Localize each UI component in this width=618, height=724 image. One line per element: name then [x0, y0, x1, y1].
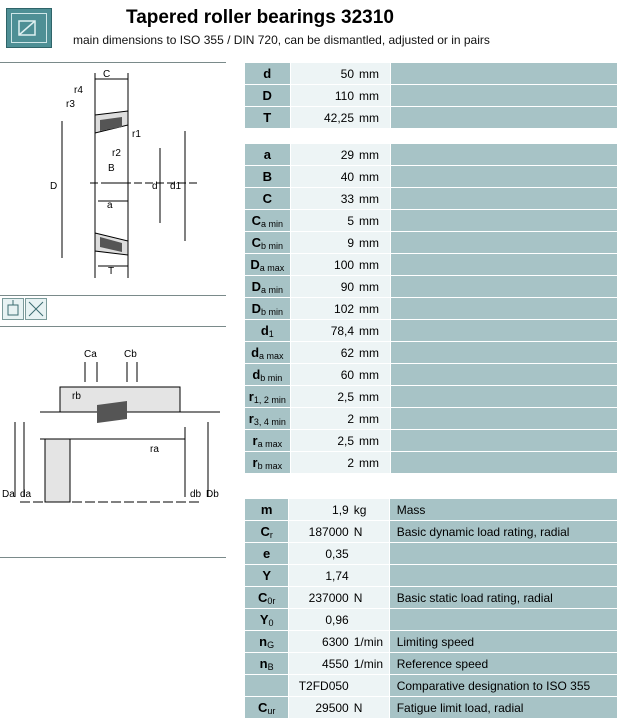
- table-row: [245, 254, 618, 276]
- description-cell: [389, 609, 617, 631]
- value-cell: 0,96: [289, 609, 389, 631]
- symbol-cell: $n_G$: [245, 631, 289, 653]
- table-row: [245, 85, 618, 107]
- symbol-cell: m: [245, 499, 289, 521]
- description-cell: Basic dynamic load rating, radial: [389, 521, 617, 543]
- value-cell: 237000 N: [289, 587, 389, 609]
- description-cell: Reference speed: [389, 653, 617, 675]
- label-a: a: [107, 200, 113, 211]
- table-row: [245, 298, 618, 320]
- value-cell: 42,25 mm: [290, 107, 391, 129]
- description-cell: [389, 543, 617, 565]
- label-Cb: Cb: [124, 349, 137, 360]
- value-cell: 187000 N: [289, 521, 389, 543]
- mounting-dimensions-table: [244, 143, 618, 474]
- symbol-cell: d: [245, 63, 291, 85]
- table-row: [245, 452, 618, 474]
- symbol-cell: $D_{b min}$: [245, 298, 291, 320]
- description-cell: [391, 386, 618, 408]
- value-cell: 50 mm: [290, 63, 391, 85]
- label-d1: d1: [170, 181, 182, 192]
- value-cell: 100 mm: [290, 254, 390, 276]
- description-cell: Limiting speed: [389, 631, 617, 653]
- main-dimensions-table: [244, 62, 618, 129]
- value-cell: 62 mm: [290, 342, 390, 364]
- table-row: [245, 166, 618, 188]
- label-Ca: Ca: [84, 349, 97, 360]
- mounting-diagram: [0, 326, 226, 558]
- value-cell: 29 mm: [290, 144, 390, 166]
- mounting-view-icon[interactable]: [25, 298, 47, 320]
- table-row: [245, 386, 618, 408]
- bearing-section-diagram: [0, 62, 226, 296]
- description-cell: [391, 364, 618, 386]
- value-cell: 2,5 mm: [290, 430, 390, 452]
- table-row: [245, 587, 618, 609]
- label-r1: r1: [132, 129, 141, 140]
- description-cell: [391, 254, 618, 276]
- value-cell: 1,9 kg: [289, 499, 389, 521]
- table-row: [245, 320, 618, 342]
- symbol-cell: e: [245, 543, 289, 565]
- symbol-cell: D: [245, 85, 291, 107]
- value-cell: 33 mm: [290, 188, 390, 210]
- value-cell: 9 mm: [290, 232, 390, 254]
- table-row: [245, 364, 618, 386]
- view-toggle[interactable]: [0, 298, 48, 320]
- label-db: db: [190, 489, 202, 500]
- page-subtitle: main dimensions to ISO 355 / DIN 720, can be dismantled, adjusted or in pairs: [73, 33, 490, 47]
- symbol-cell: [245, 675, 289, 697]
- symbol-cell: B: [245, 166, 291, 188]
- description-cell: [391, 276, 618, 298]
- symbol-cell: $C_{b min}$: [245, 232, 291, 254]
- table-row: [245, 430, 618, 452]
- bearing-logo-icon: [6, 8, 52, 48]
- description-cell: [391, 452, 618, 474]
- load-ratings-table: [244, 498, 618, 719]
- table-row: [245, 521, 618, 543]
- label-r4: r4: [74, 85, 83, 96]
- symbol-cell: T: [245, 107, 291, 129]
- label-B: B: [108, 163, 115, 174]
- value-cell: 2,5 mm: [290, 386, 390, 408]
- symbol-cell: $D_{a min}$: [245, 276, 291, 298]
- description-cell: Fatigue limit load, radial: [389, 697, 617, 719]
- symbol-cell: $n_B$: [245, 653, 289, 675]
- symbol-cell: $r_{a max}$: [245, 430, 291, 452]
- table-row: [245, 697, 618, 719]
- value-cell: 90 mm: [290, 276, 390, 298]
- value-cell: 0,35: [289, 543, 389, 565]
- symbol-cell: $r_{3, 4 min}$: [245, 408, 291, 430]
- description-cell: [391, 408, 618, 430]
- description-cell: [391, 144, 618, 166]
- table-row: [245, 565, 618, 587]
- description-cell: [391, 107, 618, 129]
- label-C: C: [103, 69, 111, 80]
- symbol-cell: $C_{0r}$: [245, 587, 289, 609]
- label-Db: Db: [206, 489, 219, 500]
- value-cell: T2FD050: [289, 675, 389, 697]
- table-row: [245, 144, 618, 166]
- page-title: Tapered roller bearings 32310: [126, 7, 394, 28]
- table-row: [245, 342, 618, 364]
- label-rb: rb: [72, 391, 81, 402]
- value-cell: 4550 1/min: [289, 653, 389, 675]
- description-cell: [391, 210, 618, 232]
- description-cell: [391, 298, 618, 320]
- table-row: [245, 631, 618, 653]
- table-row: [245, 276, 618, 298]
- symbol-cell: $d_{b min}$: [245, 364, 291, 386]
- label-da: da: [20, 489, 32, 500]
- label-Da: Da: [2, 489, 15, 500]
- description-cell: Basic static load rating, radial: [389, 587, 617, 609]
- symbol-cell: $D_{a max}$: [245, 254, 291, 276]
- value-cell: 6300 1/min: [289, 631, 389, 653]
- table-row: [245, 543, 618, 565]
- table-row: [245, 188, 618, 210]
- value-cell: 2 mm: [290, 408, 390, 430]
- description-cell: [391, 342, 618, 364]
- value-cell: 29500 N: [289, 697, 389, 719]
- table-row: [245, 210, 618, 232]
- description-cell: [391, 85, 618, 107]
- table-row: [245, 232, 618, 254]
- value-cell: 110 mm: [290, 85, 391, 107]
- label-r3: r3: [66, 99, 75, 110]
- symbol-cell: a: [245, 144, 291, 166]
- label-T: T: [108, 266, 115, 277]
- value-cell: 1,74: [289, 565, 389, 587]
- table-row: [245, 499, 618, 521]
- description-cell: [391, 320, 618, 342]
- symbol-cell: $r_{b max}$: [245, 452, 291, 474]
- table-row: [245, 675, 618, 697]
- label-ra: ra: [150, 444, 159, 455]
- description-cell: [391, 430, 618, 452]
- symbol-cell: Y: [245, 565, 289, 587]
- table-row: [245, 408, 618, 430]
- description-cell: Mass: [389, 499, 617, 521]
- description-cell: [391, 63, 618, 85]
- value-cell: 5 mm: [290, 210, 390, 232]
- symbol-cell: $Y_0$: [245, 609, 289, 631]
- label-D: D: [50, 181, 58, 192]
- symbol-cell: $d_{a max}$: [245, 342, 291, 364]
- table-row: [245, 63, 618, 85]
- single-view-icon[interactable]: [2, 298, 24, 320]
- label-r2: r2: [112, 148, 121, 159]
- description-cell: Comparative designation to ISO 355: [389, 675, 617, 697]
- description-cell: [389, 565, 617, 587]
- symbol-cell: $C_{ur}$: [245, 697, 289, 719]
- label-d: d: [152, 181, 158, 192]
- table-row: [245, 107, 618, 129]
- value-cell: 40 mm: [290, 166, 390, 188]
- description-cell: [391, 166, 618, 188]
- symbol-cell: $d_1$: [245, 320, 291, 342]
- value-cell: 60 mm: [290, 364, 390, 386]
- value-cell: 78,4 mm: [290, 320, 390, 342]
- table-row: [245, 653, 618, 675]
- symbol-cell: C: [245, 188, 291, 210]
- value-cell: 2 mm: [290, 452, 390, 474]
- description-cell: [391, 188, 618, 210]
- symbol-cell: $C_r$: [245, 521, 289, 543]
- symbol-cell: $r_{1, 2 min}$: [245, 386, 291, 408]
- description-cell: [391, 232, 618, 254]
- header: [0, 0, 618, 52]
- symbol-cell: $C_{a min}$: [245, 210, 291, 232]
- value-cell: 102 mm: [290, 298, 390, 320]
- table-row: [245, 609, 618, 631]
